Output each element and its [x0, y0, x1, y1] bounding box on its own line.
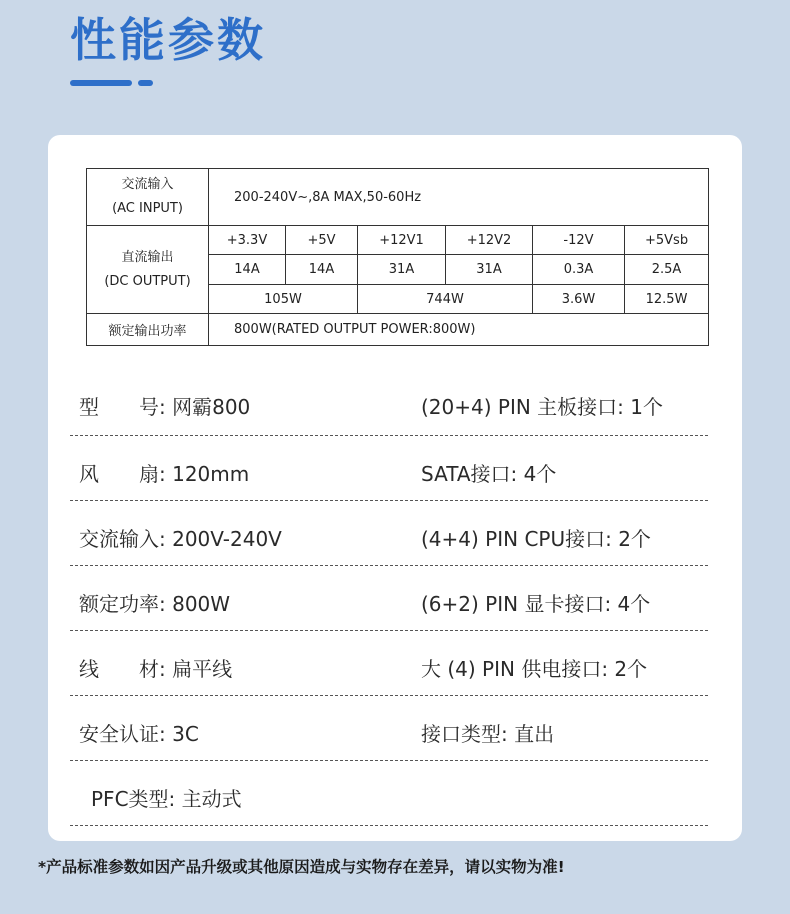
footnote: *产品标准参数如因产品升级或其他原因造成与实物存在差异，请以实物为准!	[38, 858, 565, 876]
current-cell: 0.3A	[533, 255, 625, 285]
power-cell: 12.5W	[625, 285, 709, 314]
spec-right: (4+4) PIN CPU接口: 2个	[421, 527, 651, 551]
spec-list	[70, 358, 708, 826]
rail-cell: +12V2	[446, 226, 533, 255]
spec-right: (20+4) PIN 主板接口: 1个	[421, 395, 663, 419]
rail-cell: +3.3V	[209, 226, 286, 255]
rated-power-label: 额定输出功率	[87, 314, 209, 346]
rated-power-value: 800W(RATED OUTPUT POWER:800W)	[209, 314, 709, 346]
current-cell: 31A	[358, 255, 446, 285]
rail-cell: +5Vsb	[625, 226, 709, 255]
spec-row	[70, 358, 708, 436]
rail-cell: -12V	[533, 226, 625, 255]
spec-left: 安全认证: 3C	[79, 722, 199, 746]
spec-left: PFC类型: 主动式	[91, 787, 242, 811]
ac-input-value: 200-240V~,8A MAX,50-60Hz	[209, 169, 709, 226]
rail-cell: +12V1	[358, 226, 446, 255]
current-cell: 31A	[446, 255, 533, 285]
spec-row	[70, 631, 708, 696]
power-cell: 105W	[209, 285, 358, 314]
spec-row	[70, 501, 708, 566]
spec-row	[70, 436, 708, 501]
spec-left: 线 材: 扁平线	[79, 657, 233, 681]
current-cell: 2.5A	[625, 255, 709, 285]
power-cell: 3.6W	[533, 285, 625, 314]
spec-right: 接口类型: 直出	[421, 722, 555, 746]
current-cell: 14A	[286, 255, 358, 285]
title-underline-long	[70, 80, 132, 86]
power-cell: 744W	[358, 285, 533, 314]
spec-left: 型 号: 网霸800	[79, 395, 251, 419]
dc-rail-row	[87, 226, 709, 255]
spec-left: 风 扇: 120mm	[79, 462, 250, 486]
ac-input-row	[87, 169, 709, 226]
title-underline-short	[138, 80, 153, 86]
spec-right: SATA接口: 4个	[421, 462, 557, 486]
dc-output-label: 直流输出 (DC OUTPUT)	[87, 226, 209, 314]
rated-power-row	[87, 314, 709, 346]
spec-left: 交流输入: 200V-240V	[79, 527, 282, 551]
current-cell: 14A	[209, 255, 286, 285]
spec-right: (6+2) PIN 显卡接口: 4个	[421, 592, 651, 616]
spec-left: 额定功率: 800W	[79, 592, 231, 616]
spec-right: 大 (4) PIN 供电接口: 2个	[421, 657, 648, 681]
spec-row	[70, 761, 708, 826]
page-title: 性能参数	[70, 13, 266, 67]
rail-cell: +5V	[286, 226, 358, 255]
ac-input-label: 交流输入 (AC INPUT)	[87, 169, 209, 226]
spec-table	[86, 168, 709, 346]
spec-row	[70, 696, 708, 761]
spec-row	[70, 566, 708, 631]
spec-card	[48, 135, 742, 841]
